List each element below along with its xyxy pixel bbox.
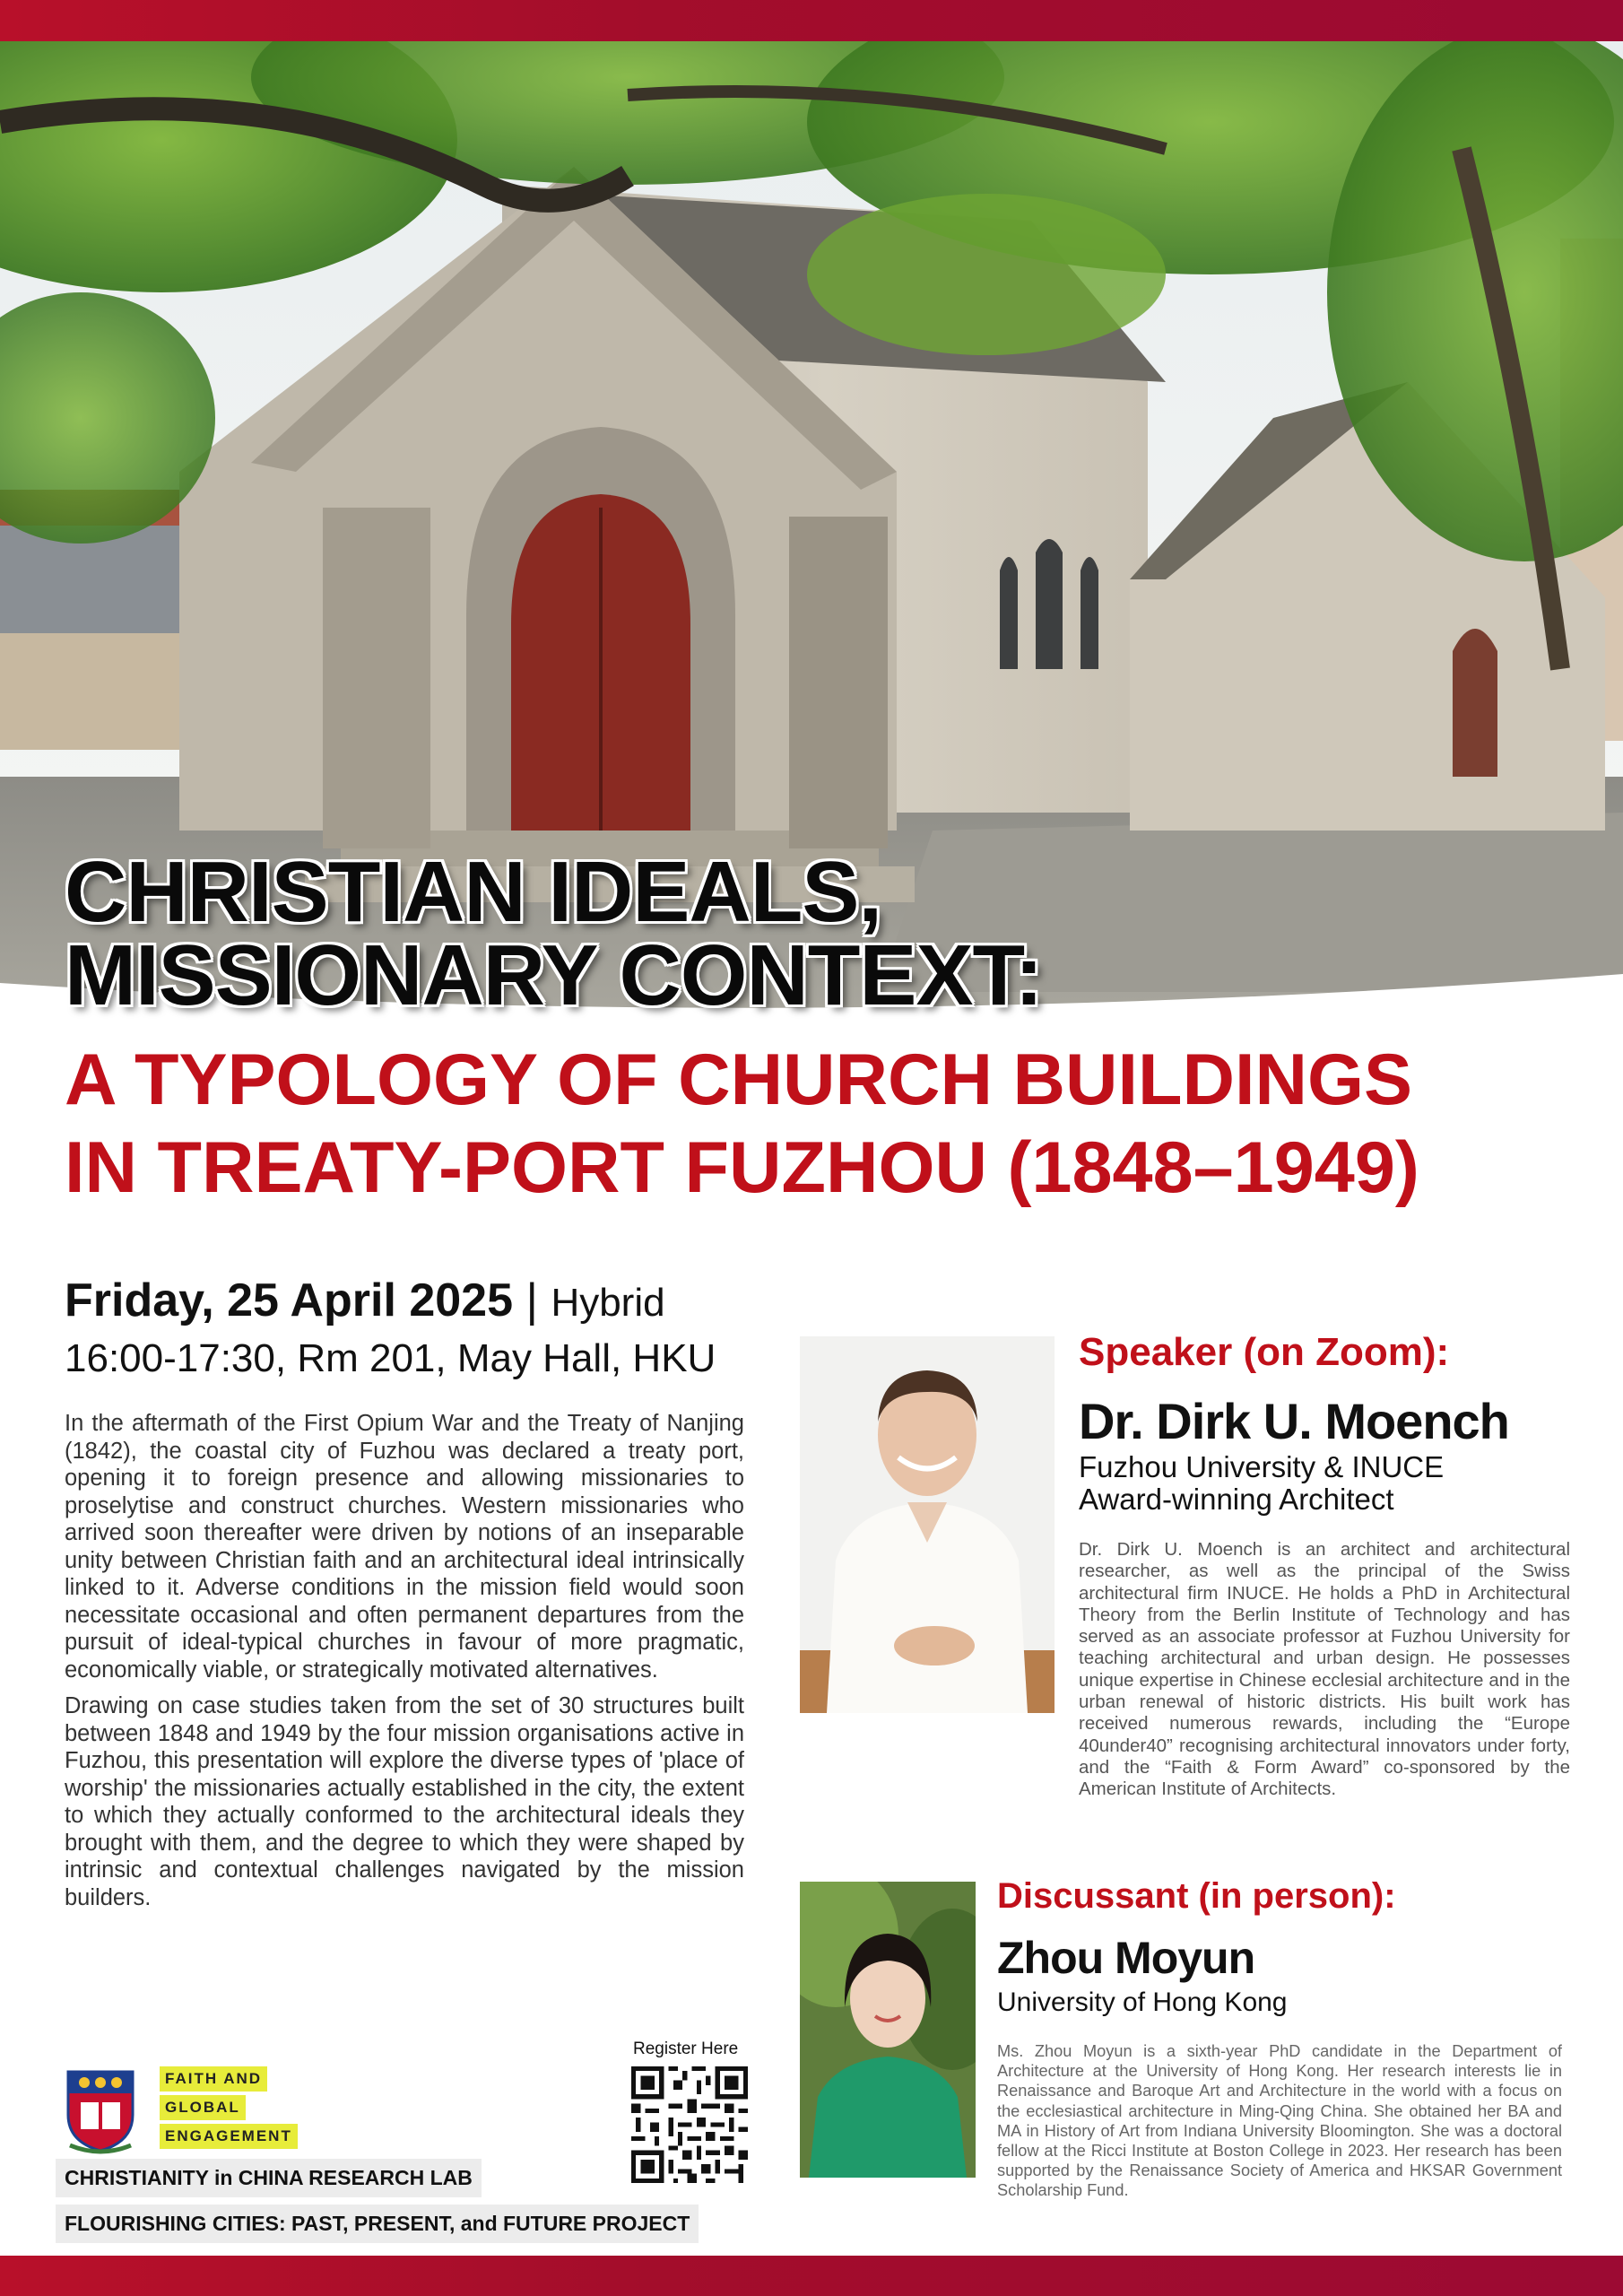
event-time-venue: 16:00-17:30, Rm 201, May Hall, HKU	[65, 1336, 716, 1380]
fge-line-1: FAITH AND	[160, 2066, 267, 2092]
speaker-affiliation-2: Award-winning Architect	[1079, 1483, 1394, 1516]
speaker-portrait	[800, 1336, 1055, 1713]
discussant-name: Zhou Moyun	[997, 1933, 1255, 1983]
speaker-affiliation	[1079, 1451, 1444, 1516]
discussant-affiliation: University of Hong Kong	[997, 1987, 1288, 2017]
title-line-1: CHRISTIAN IDEALS,	[65, 844, 882, 940]
top-color-bar	[0, 0, 1623, 41]
event-date-text: Friday, 25 April 2025	[65, 1274, 514, 1326]
register-label: Register Here	[633, 2039, 739, 2058]
hku-crest-icon	[65, 2068, 136, 2154]
event-date	[65, 1274, 665, 1327]
subtitle-line-1: A TYPOLOGY OF CHURCH BUILDINGS	[65, 1039, 1413, 1120]
speaker-affiliation-1: Fuzhou University & INUCE	[1079, 1450, 1445, 1483]
date-separator: |	[513, 1274, 551, 1326]
discussant-portrait	[800, 1882, 976, 2178]
qr-code-icon[interactable]	[631, 2066, 748, 2183]
event-title	[65, 844, 1589, 1023]
speaker-role: Speaker (on Zoom):	[1079, 1330, 1450, 1374]
speaker-bio: Dr. Dirk U. Moench is an architect and architectural researcher, as well as the principal of the Swiss architectural firm INUCE. He holds a PhD in Architectural Theory from the Berlin Institute of Technology and has served as an associate professor at Fuzhou University for teaching architectural and urban design. He possesses unique expertise in Chinese ecclesial architecture and in the urban renewal of historic districts. His built work has received numerous rewards, including the “Europe 40under40” recognising architectural innovators under forty, and the “Faith & Form Award” co-sponsored by the American Institute of Architects.	[1079, 1539, 1570, 1800]
bottom-color-bar	[0, 2256, 1623, 2296]
event-mode: Hybrid	[551, 1281, 665, 1325]
abstract	[65, 1410, 744, 1920]
subtitle-line-2: IN TREATY-PORT FUZHOU (1848–1949)	[65, 1127, 1419, 1208]
discussant-bio: Ms. Zhou Moyun is a sixth-year PhD candidate in the Department of Architecture at the University of Hong Kong. Her research interests lie in Renaissance and Baroque Art and Architecture in the world with a focus on the ecclesiastical architecture in Ming-Qing China. She obtained her BA and MA in History of Art from Indiana University Bloomington. She was a doctoral fellow at the Ricci Institute at Boston College in 2023. Her research has been supported by the Renaissance Society of America and HKSAR Government Scholarship Fund.	[997, 2042, 1562, 2200]
project-label: FLOURISHING CITIES: PAST, PRESENT, and FUTURE PROJECT	[56, 2205, 699, 2243]
fge-line-3: ENGAGEMENT	[160, 2124, 298, 2149]
title-line-2: MISSIONARY CONTEXT:	[65, 927, 1043, 1023]
speaker-name: Dr. Dirk U. Moench	[1079, 1393, 1509, 1449]
fge-line-2: GLOBAL	[160, 2095, 246, 2120]
faith-global-engagement-logo	[160, 2066, 298, 2152]
abstract-paragraph-1: In the aftermath of the First Opium War and the Treaty of Nanjing (1842), the coastal city of Fuzhou was declared a treaty port, opening it to foreign presence and allowing missionaries to proselytise and construct churches. Western missionaries who arrived soon thereafter were driven by notions of an inseparable unity between Christian faith and an architectural ideal intrinsically linked to it. Adverse conditions in the mission field would soon necessitate occasional and often permanent departures from the pursuit of ideal-typical churches in favour of more pragmatic, economically viable, or strategically motivated alternatives.	[65, 1411, 744, 1683]
research-lab-label: CHRISTIANITY in CHINA RESEARCH LAB	[56, 2159, 482, 2197]
discussant-role: Discussant (in person):	[997, 1876, 1396, 1916]
event-subtitle	[65, 1036, 1607, 1212]
abstract-paragraph-2: Drawing on case studies taken from the set of 30 structures built between 1848 and 1949 by the four mission organisations active in Fuzhou, this presentation will explore the diverse types of 'place of worship' the missionaries actually established in the city, the extent to which they actually conformed to the architectural ideals they brought with them, and the degree to which they were shaped by intrinsic and contextual challenges navigated by the mission builders.	[65, 1693, 744, 1910]
